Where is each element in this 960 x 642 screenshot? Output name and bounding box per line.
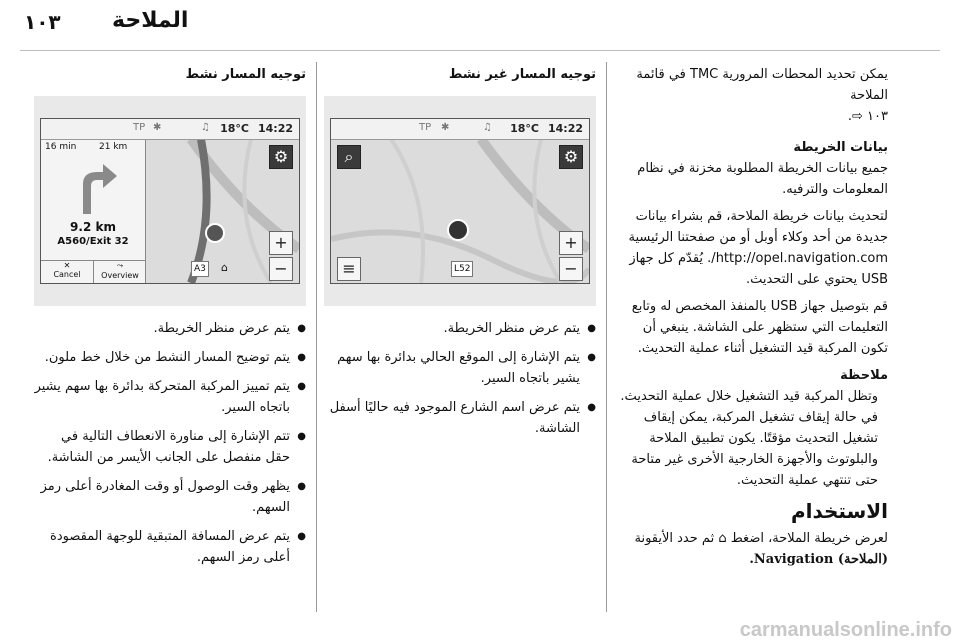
menu-icon[interactable]: ≡: [337, 257, 361, 281]
bluetooth-icon: ✱: [441, 122, 450, 133]
plus-icon[interactable]: +: [559, 231, 583, 255]
note-heading: ملاحظة: [840, 368, 888, 383]
music-icon: ♫: [483, 122, 492, 133]
right-column: [614, 64, 888, 576]
active-guidance-heading: توجيه المسار نشط: [185, 67, 306, 82]
inactive-guidance-heading: توجيه المسار غير نشط: [448, 67, 596, 82]
column-divider: [316, 62, 317, 612]
list-item: ● يتم الإشارة إلى الموقع الحالي بدائرة بها سهم يشير باتجاه السير.: [324, 347, 596, 389]
page-number: ١٠٣: [24, 10, 61, 34]
intro-text: يمكن تحديد المحطات المرورية TMC في قائمة الملاحة ١٠٣ ⇨.: [636, 67, 888, 124]
status-bar: [331, 119, 589, 140]
overview-button[interactable]: ⤳ Overview: [93, 260, 146, 283]
list-item: ● يتم عرض اسم الشارع الموجود فيه حاليًا أسفل الشاشة.: [324, 397, 596, 439]
status-bar: [41, 119, 299, 140]
map-data-paragraph-3: قم بتوصيل جهاز USB بالمنفذ المخصص له وتابع التعليمات التي ستظهر على الشاشة. ينبغي أن تكون المركبة قيد التشغيل أثناء عملية التحديث.: [631, 299, 888, 356]
remaining-distance: 21 km: [99, 142, 128, 152]
temperature: 18°C: [510, 122, 539, 135]
cancel-icon: ✕: [63, 261, 71, 270]
street-name-label: L52: [451, 261, 473, 277]
list-item: ● يتم توضيح المسار النشط من خلال خط ملون.: [34, 347, 306, 368]
page-header: [0, 0, 960, 50]
map-screenshot-active: [34, 96, 306, 306]
left-column: [34, 64, 306, 85]
turn-distance: 9.2 km: [70, 220, 116, 234]
home-icon[interactable]: ⌂: [221, 261, 228, 274]
list-item: ● يتم تمييز المركبة المتحركة بدائرة بها سهم يشير باتجاه السير.: [34, 376, 306, 418]
page-title: الملاحة: [112, 8, 189, 33]
turn-road-name: A560/Exit 32: [57, 236, 129, 247]
column-divider: [606, 62, 607, 612]
position-marker-icon: [447, 219, 469, 241]
music-icon: ♫: [201, 122, 210, 133]
minus-icon[interactable]: −: [559, 257, 583, 281]
overview-icon: ⤳: [116, 261, 124, 270]
position-marker-icon: [205, 223, 225, 243]
street-name-label: A3: [191, 261, 209, 277]
turn-arrow-icon: [41, 156, 145, 216]
temperature: 18°C: [220, 122, 249, 135]
infotainment-screen: [330, 118, 590, 284]
gear-icon[interactable]: ⚙: [269, 145, 293, 169]
minus-icon[interactable]: −: [269, 257, 293, 281]
clock: 14:22: [547, 122, 583, 135]
traffic-icon: TP: [419, 122, 432, 133]
map-screenshot-inactive: [324, 96, 596, 306]
map-data-paragraph-1: جميع بيانات الخريطة المطلوبة مخزنة في نظام المعلومات والترفيه.: [637, 161, 888, 197]
list-item: ● يظهر وقت الوصول أو وقت المغادرة أعلى رمز السهم.: [34, 476, 306, 518]
middle-column: [324, 64, 596, 85]
infotainment-screen: [40, 118, 300, 284]
usage-text: لعرض خريطة الملاحة، اضغط ⌂ ثم حدد الأيقونة (الملاحة) Navigation.: [634, 531, 888, 567]
active-bullets: [34, 318, 306, 576]
cancel-button[interactable]: ✕ Cancel: [41, 260, 93, 283]
remaining-time: 16 min: [45, 142, 77, 152]
list-item: ● تتم الإشارة إلى مناورة الانعطاف التالية في حقل منفصل على الجانب الأيسر من الشاشة.: [34, 426, 306, 468]
header-rule: [20, 50, 940, 51]
inactive-bullets: [324, 318, 596, 447]
map-data-paragraph-2: لتحديث بيانات خريطة الملاحة، قم بشراء بيانات جديدة من أحد وكلاء أوبل أو من صفحتنا الرئيسية http://opel.navigation.com/. يُقدّم كل جهاز USB يحتوي على التحديث.: [628, 209, 888, 287]
bluetooth-icon: ✱: [153, 122, 162, 133]
list-item: ● يتم عرض المسافة المتبقية للوجهة المقصودة أعلى رمز السهم.: [34, 526, 306, 568]
clock: 14:22: [257, 122, 293, 135]
turn-panel: [41, 140, 146, 283]
plus-icon[interactable]: +: [269, 231, 293, 255]
usage-heading: الاستخدام: [790, 499, 888, 523]
watermark: carmanualsonline.info: [739, 619, 952, 641]
traffic-icon: TP: [133, 122, 146, 133]
list-item: ● يتم عرض منظر الخريطة.: [34, 318, 306, 339]
list-item: ● يتم عرض منظر الخريطة.: [324, 318, 596, 339]
map-background: [331, 119, 589, 283]
map-data-heading: بيانات الخريطة: [793, 140, 888, 155]
navigation-link: (الملاحة) Navigation.: [749, 552, 888, 567]
search-icon[interactable]: ⌕: [337, 145, 361, 169]
gear-icon[interactable]: ⚙: [559, 145, 583, 169]
note-text: وتظل المركبة قيد التشغيل خلال عملية التحديث. في حالة إيقاف تشغيل المركبة، يمكن إيقاف تشغيل التحديث مؤقتًا. يكون تطبيق الملاحة والبلوتوث والأجهزة الخارجية الأخرى غير متاحة حتى تنتهي عملية التحديث.: [620, 389, 878, 488]
